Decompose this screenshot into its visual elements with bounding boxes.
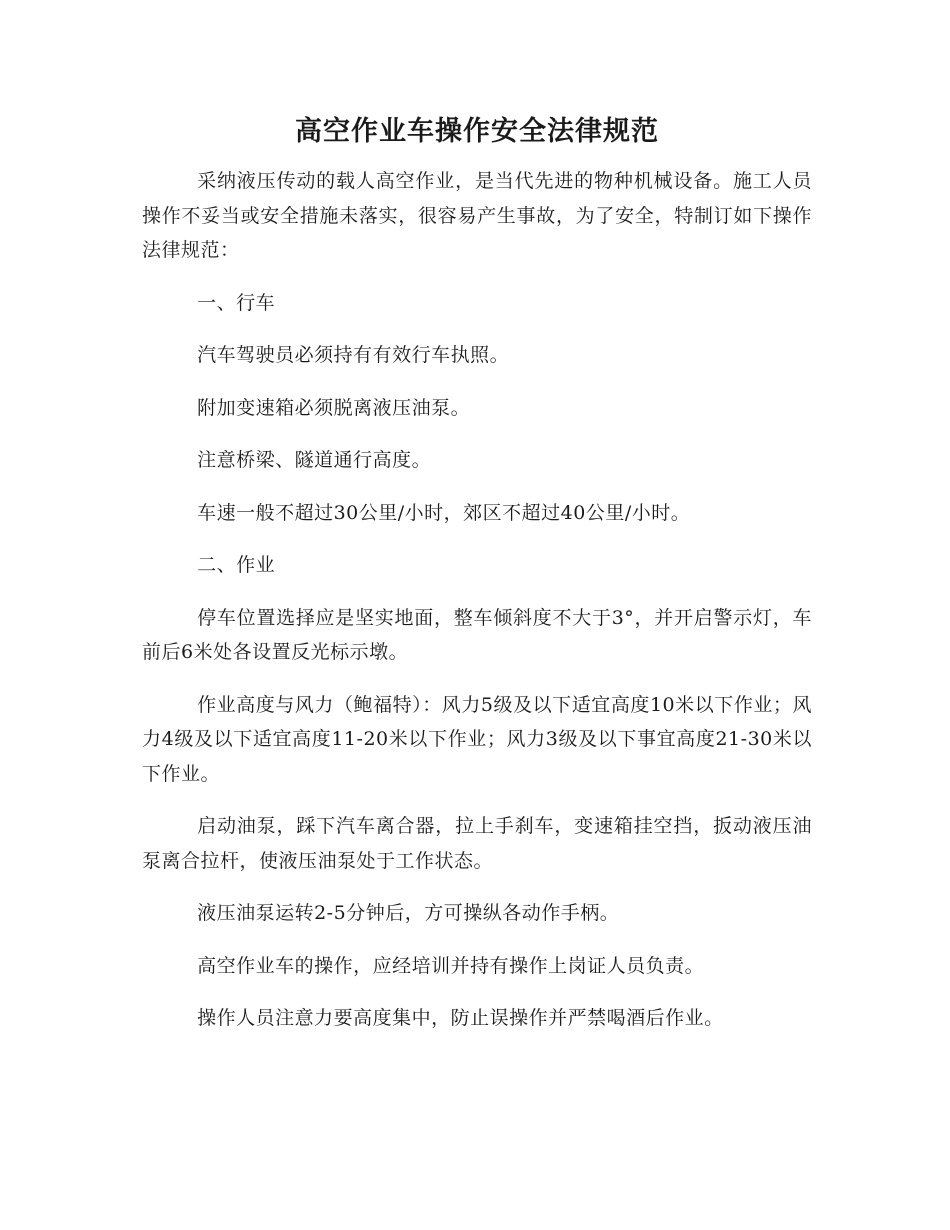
paragraph: 高空作业车的操作，应经培训并持有操作上岗证人员负责。 — [197, 954, 705, 977]
paragraph: 停车位置选择应是坚实地面，整车倾斜度不大于3°，并开启警示灯，车前后6米处各设置反光标示墩。 — [142, 606, 812, 663]
document-title: 高空作业车操作安全法律规范 — [295, 116, 659, 147]
document-page — [142, 112, 812, 1036]
paragraph: 汽车驾驶员必须持有有效行车执照。 — [197, 344, 510, 366]
section-heading-driving: 一、行车 — [197, 291, 276, 314]
paragraph: 作业高度与风力（鲍福特）：风力5级及以下适宜高度10米以下作业；风力4级及以下适宜高度11-20米以下作业；风力3级及以下事宜高度21-30米以下作业。 — [142, 693, 812, 785]
paragraph: 启动油泵，踩下汽车离合器，拉上手刹车，变速箱挂空挡，扳动液压油泵离合拉杆，使液压油泵处于工作状态。 — [142, 815, 812, 872]
paragraph: 操作人员注意力要高度集中，防止误操作并严禁喝酒后作业。 — [197, 1007, 724, 1029]
paragraph: 车速一般不超过30公里/小时，郊区不超过40公里/小时。 — [197, 501, 691, 524]
paragraph: 液压油泵运转2-5分钟后，方可操纵各动作手柄。 — [197, 902, 620, 924]
intro-paragraph: 采纳液压传动的载人高空作业，是当代先进的物种机械设备。施工人员操作不妥当或安全措施未落实，很容易产生事故，为了安全，特制订如下操作法律规范： — [142, 170, 812, 261]
paragraph: 附加变速箱必须脱离液压油泵。 — [197, 396, 471, 419]
section-heading-operation: 二、作业 — [197, 554, 276, 576]
paragraph: 注意桥梁、隧道通行高度。 — [197, 449, 432, 471]
